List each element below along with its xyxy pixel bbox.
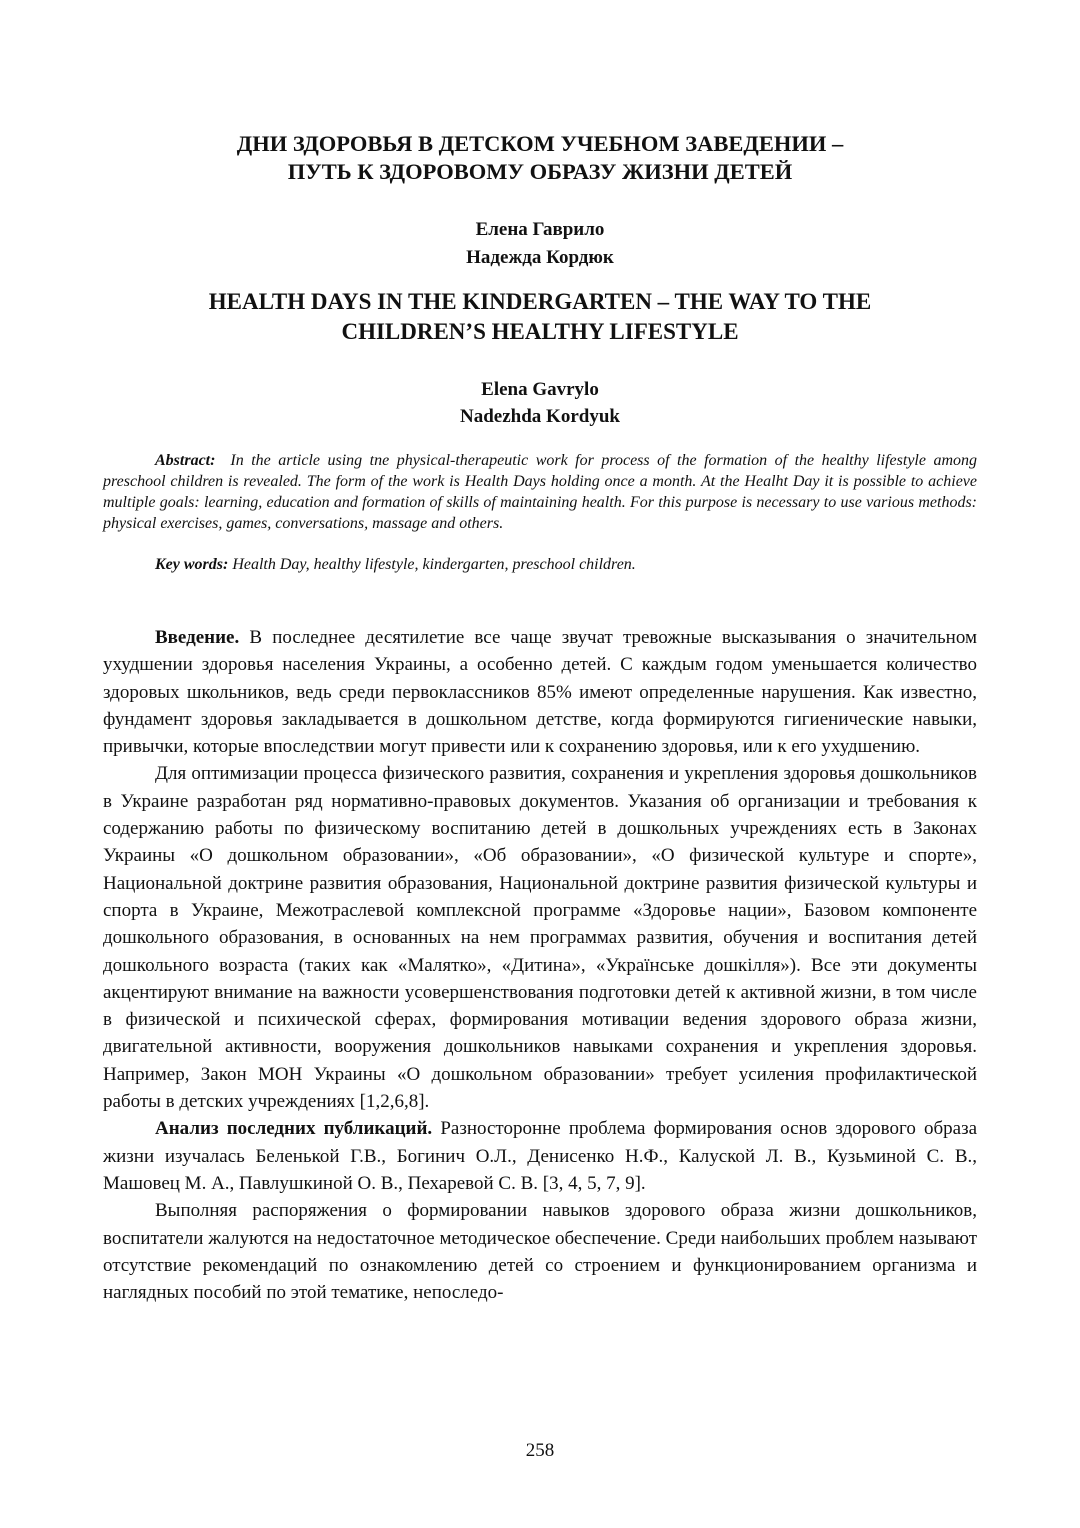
author-russian-2: Надежда Кордюк [466,247,614,268]
paragraph-literature-review-text: Разносторонне проблема формирования основ здорового образа жизни изучалась Беленькой Г.В., Богинич О.Л., Денисенко Н.Ф., Калуской Л. В., Кузьминой С. В., Машовец М. А., Павлушкиной О. В., Пехаревой С. В. [3, 4, 5, 7, 9]. [103,1118,978,1194]
paragraph-literature-review [103,1115,977,1197]
body-text [103,624,977,1306]
abstract [103,450,977,534]
abstract-label: Abstract: [155,452,216,469]
page-number: 258 [525,1440,555,1461]
author-english-1: Elena Gavrylo [481,379,599,400]
paragraph-introduction-text: В последнее десятилетие все чаще звучат тревожные высказывания о значительном ухудшении здоровья населения Украины, а особенно детей. С каждым годом уменьшается количество здоровых школьников, ведь среди первоклассников 85% имеют определенные нарушения. Как известно, фундамент здоровья закладывается в дошкольном детстве, когда формируются гигиенические навыки, привычки, которые впоследствии могут привести или к сохранению здоровья, или к его ухудшению. [103,627,978,758]
paragraph-regulations-text: Для оптимизации процесса физического развития, сохранения и укрепления здоровья дошкольников в Украине разработан ряд нормативно-правовых документов. Указания об организации и требования к содержанию работы по физическому воспитанию детей в дошкольных учреждениях есть в Законах Украины «О дошкольном образовании», «Об образовании», «О физической культуре и спорте», Национальной доктрине развития образования, Национальной доктрине развития физической культуры и спорта в Украине, Межотраслевой комплексной программе «Здоровье нации», Базовом компоненте дошкольного образования, в основанных на нем программах развития, обучения и воспитания детей дошкольного возраста (таких как «Малятко», «Дитина», «Українське дошкілля»). Все эти документы акцентируют внимание на важности усовершенствования подготовки детей к активной жизни, в том числе в физической и психической сферах, формирования мотивации ведения здорового образа жизни, двигательной активности, вооружения дошкольников навыками сохранения и укрепления здоровья. Например, Закон МОН Украины «О дошкольном образовании» требует усиления профилактической работы в детских учреждениях [1,2,6,8]. [103,763,977,1113]
keywords-text: Health Day, healthy lifestyle, kindergarten, preschool children. [232,556,636,573]
paragraph-introduction-lead: Введение. [155,627,240,648]
abstract-text: In the article using tne physical-therapeutic work for process of the formation of the healthy lifestyle among preschool children is revealed. The form of the work is Health Days holding once a month. At the Healht Day it is possible to achieve multiple goals: learning, education and formation of skills of maintaining health. For this purpose is necessary to use various methods: physical exercises, games, conversations, massage and others. [103,452,978,532]
title-english-line-1: HEALTH DAYS IN THE KINDERGARTEN – THE WAY TO THE [208,289,872,314]
author-russian-1: Елена Гаврило [475,219,605,240]
title-russian [103,130,977,186]
paragraph-regulations [103,760,977,1115]
keywords [103,554,977,575]
paragraph-problems-text: Выполняя распоряжения о формировании навыков здорового образа жизни дошкольников, воспитатели жалуются на недостаточное методическое обеспечение. Среди наибольших проблем называют отсутствие рекомендаций по ознакомлению детей со строением и функционированием организма и наглядных пособий по этой тематике, непоследо- [103,1200,977,1304]
authors-english [103,376,977,430]
keywords-label: Key words: [155,556,229,573]
title-russian-line-1: ДНИ ЗДОРОВЬЯ В ДЕТСКОМ УЧЕБНОМ ЗАВЕДЕНИИ – [236,131,844,156]
title-russian-line-2: ПУТЬ К ЗДОРОВОМУ ОБРАЗУ ЖИЗНИ ДЕТЕЙ [287,159,793,184]
title-english-line-2: CHILDREN’S HEALTHY LIFESTYLE [341,319,739,344]
paragraph-problems [103,1197,977,1306]
author-english-2: Nadezhda Kordyuk [460,406,620,427]
paragraph-introduction [103,624,977,760]
paragraph-literature-review-lead: Анализ последних публикаций. [155,1118,433,1140]
title-english [103,287,977,347]
authors-russian [103,216,977,272]
